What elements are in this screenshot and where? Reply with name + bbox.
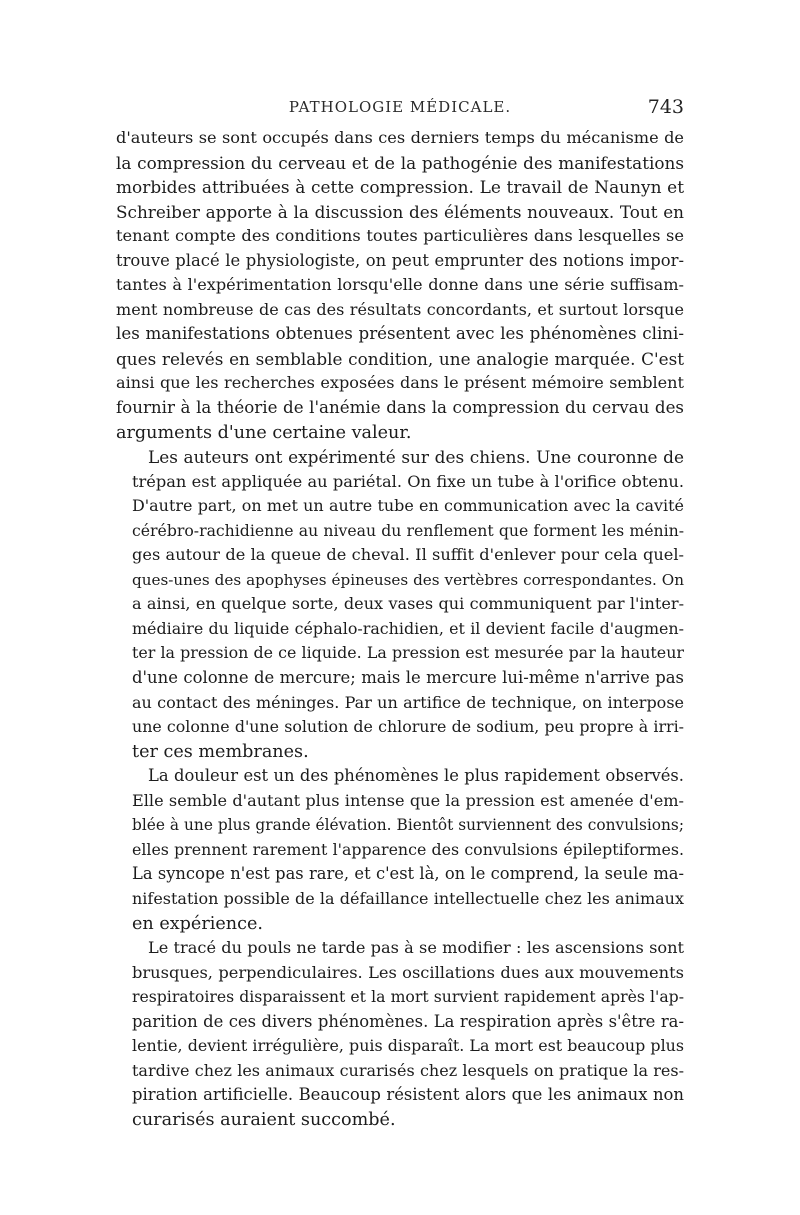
text-line: cérébro-rachidienne au niveau du renflement que forment les ménin- — [132, 520, 684, 540]
text-line: trépan est appliquée au pariétal. On fixe un tube à l'orifice obtenu. — [132, 471, 684, 491]
text-line: Schreiber apporte à la discussion des éléments nouveaux. Tout en — [116, 201, 684, 222]
text-line: blée à une plus grande élévation. Bientôt surviennent des convulsions; — [132, 816, 684, 835]
text-line: fournir à la théorie de l'anémie dans la compression du cervau des — [116, 398, 684, 418]
text-line: D'autre part, on met un autre tube en communication avec la cavité — [132, 496, 684, 516]
text-line: trouve placé le physiologiste, on peut emprunter des notions impor- — [116, 250, 684, 270]
text-line: Le tracé du pouls ne tarde pas à se modifier : les ascensions sont — [148, 938, 684, 958]
text-line: respiratoires disparaissent et la mort survient rapidement après l'ap- — [132, 987, 684, 1007]
text-line: lentie, devient irrégulière, puis disparaît. La mort est beaucoup plus — [132, 1036, 684, 1056]
text-line: ter ces membranes. — [132, 741, 309, 762]
text-line: arguments d'une certaine valeur. — [116, 422, 412, 443]
text-line: la compression du cerveau et de la pathogénie des manifestations — [116, 152, 684, 173]
text-line: médiaire du liquide céphalo-rachidien, et il devient facile d'augmen- — [132, 618, 684, 638]
paragraph-1 — [116, 126, 684, 445]
text-line: nifestation possible de la défaillance intellectuelle chez les animaux — [132, 888, 684, 908]
text-line: ques-unes des apophyses épineuses des vertèbres correspondantes. On — [132, 570, 684, 589]
text-line: tenant compte des conditions toutes particulières dans lesquelles se — [116, 226, 684, 246]
text-line: en expérience. — [132, 913, 263, 934]
paragraph-3 — [116, 764, 684, 936]
text-line: ques relevés en semblable condition, une analogie marquée. C'est — [116, 348, 684, 369]
paragraph-4 — [116, 936, 684, 1132]
text-line: ainsi que les recherches exposées dans le présent mémoire semblent — [116, 373, 684, 393]
text-line: Elle semble d'autant plus intense que la pression est amenée d'em- — [132, 790, 684, 810]
text-line: Les auteurs ont expérimenté sur des chiens. Une couronne de — [148, 447, 684, 468]
text-line: a ainsi, en quelque sorte, deux vases qui communiquent par l'inter- — [132, 594, 684, 614]
text-line: ges autour de la queue de cheval. Il suffit d'enlever pour cela quel- — [132, 545, 684, 565]
page-header — [116, 96, 684, 124]
text-line: curarisés auraient succombé. — [132, 1109, 396, 1130]
running-head: PATHOLOGIE MÉDICALE. — [288, 98, 512, 116]
text-line: ter la pression de ce liquide. La pression est mesurée par la hauteur — [132, 643, 684, 663]
body-text — [116, 126, 684, 1132]
text-line: parition de ces divers phénomènes. La respiration après s'être ra- — [132, 1011, 684, 1031]
text-line: d'une colonne de mercure; mais le mercure lui-même n'arrive pas — [132, 668, 684, 688]
text-line: tardive chez les animaux curarisés chez lesquels on pratique la res- — [132, 1060, 684, 1080]
text-line: La syncope n'est pas rare, et c'est là, on le comprend, la seule ma- — [132, 864, 684, 884]
text-line: tantes à l'expérimentation lorsqu'elle donne dans une série suffisam- — [116, 275, 684, 295]
text-line: une colonne d'une solution de chlorure de sodium, peu propre à irri- — [132, 717, 684, 737]
text-line: ment nombreuse de cas des résultats concordants, et surtout lorsque — [116, 299, 684, 319]
text-line: les manifestations obtenues présentent avec les phénomènes clini- — [116, 324, 684, 344]
text-line: brusques, perpendiculaires. Les oscillations dues aux mouvements — [132, 962, 684, 982]
text-line: d'auteurs se sont occupés dans ces derniers temps du mécanisme de — [116, 128, 684, 147]
text-line: La douleur est un des phénomènes le plus rapidement observés. — [148, 766, 684, 786]
page-number: 743 — [647, 96, 684, 118]
text-line: piration artificielle. Beaucoup résistent alors que les animaux non — [132, 1085, 684, 1105]
paragraph-2 — [116, 445, 684, 764]
text-line: morbides attribuées à cette compression. Le travail de Naunyn et — [116, 177, 684, 198]
text-line: au contact des méninges. Par un artifice de technique, on interpose — [132, 692, 684, 712]
text-line: elles prennent rarement l'apparence des convulsions épileptiformes. — [132, 839, 684, 859]
